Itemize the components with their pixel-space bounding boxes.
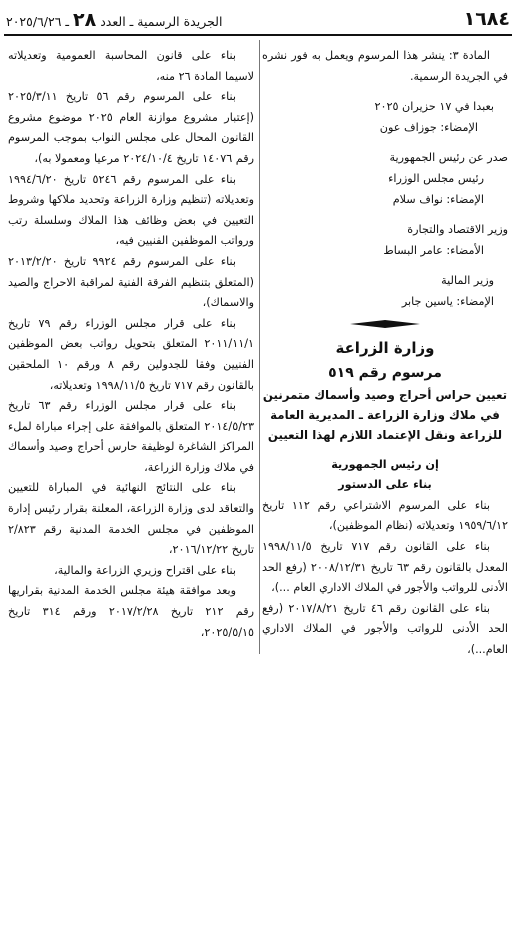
- page-number: ١٦٨٤: [463, 8, 510, 30]
- pm-title: رئيس مجلس الوزراء: [388, 171, 484, 185]
- journal-prefix: الجريدة الرسمية ـ العدد: [100, 14, 223, 29]
- preamble-paragraph: بناء على اقتراح وزيري الزراعة والمالية،: [54, 563, 236, 577]
- preamble-paragraph: بناء على المرسوم الاشتراعي رقم ١١٢ تاريخ ١٩٥٩/٦/١٢ وتعديلاته (نظام الموظفين)،: [262, 498, 508, 533]
- preamble-paragraph: بناء على المرسوم رقم ٩٩٢٤ تاريخ ٢٠١٣/٢/٢٠ (المتعلق بتنظيم الفرقة الفنية لمراقبة الاحراج والصيد والاسماك)،: [8, 254, 254, 310]
- header-rule: [4, 34, 512, 36]
- preamble-paragraph: بناء على القانون رقم ٧١٧ تاريخ ١٩٩٨/١١/٥ المعدل بالقانون رقم ٦٣ تاريخ ٢٠٠٨/١٢/٣١ (رفع الحد الأدنى للرواتب والأجور في الملاك الاداري العام ...)،: [262, 539, 509, 595]
- preamble-paragraph: بناء على المرسوم رقم ٥٢٤٦ تاريخ ١٩٩٤/٦/٢٠ وتعديلاته (تنظيم وزارة الزراعة وتحديد ملاكها وشروط التعيين في بعض وظائف هذا الملاك وسلسلة رتب ورواتب الموظفين الفنيين فيه،: [8, 172, 254, 248]
- decree-subject: تعيين حراس أحراج وصيد وأسماك متمرنين في ملاك وزارة الزراعة ـ المديرية العامة للزراعة ونقل الإعتماد اللازم لهذا التعيين: [262, 387, 508, 442]
- finance-minister-title: وزير المالية: [441, 274, 494, 288]
- issued-place-date: بعبدا في ١٧ حزيران ٢٠٢٥: [374, 100, 494, 114]
- issue-number: ٢٨: [73, 9, 97, 31]
- preamble-paragraph: وبعد موافقة هيئة مجلس الخدمة المدنية بقراريها رقم ٢١٢ تاريخ ٢٠١٧/٢/٢٨ ورقم ٣١٤ تاريخ ٢٠٢٥/٥/١٥،: [8, 584, 254, 639]
- president-signature: الإمضاء: جوزاف عون: [379, 120, 478, 134]
- preamble-paragraph: بناء على القانون رقم ٤٦ تاريخ ٢٠١٧/٨/٢١ (رفع الحد الأدنى للرواتب والأجور في الملاك الاداري العام...)،: [262, 601, 508, 656]
- finance-minister-signature: الإمضاء: ياسين جابر: [401, 294, 494, 308]
- page-header: [4, 6, 512, 32]
- economy-minister-title: وزير الاقتصاد والتجارة: [407, 223, 508, 237]
- pm-signature: الإمضاء: نواف سلام: [392, 192, 484, 206]
- issued-by: صدر عن رئيس الجمهورية: [389, 151, 508, 165]
- decree-number: مرسوم رقم ٥١٩: [328, 364, 442, 381]
- president-preamble: إن رئيس الجمهورية: [331, 457, 439, 471]
- preamble-paragraph: بناء على النتائج النهائية في المباراة للتعيين والتعاقد لدى وزارة الزراعة، المعلنة بقرار رئيس إدارة الموظفين في مجلس الخدمة المدنية رقم ٢/٨٢٣ تاريخ ٢٠١٦/١٢/٢٢،: [8, 481, 254, 557]
- column-divider: [259, 40, 260, 654]
- constitution-preamble: بناء على الدستور: [338, 478, 432, 492]
- preamble-paragraph: بناء على قانون المحاسبة العمومية وتعديلاته لاسيما المادة ٢٦ منه،: [8, 49, 254, 83]
- divider-ornament: [350, 319, 420, 329]
- article-3: المادة ٣: ينشر هذا المرسوم ويعمل به فور نشره في الجريدة الرسمية.: [262, 49, 508, 83]
- section-divider: [262, 313, 508, 335]
- right-column: [262, 46, 508, 660]
- ministry-heading: وزارة الزراعة: [335, 338, 435, 357]
- journal-title: [6, 9, 222, 31]
- preamble-paragraph: بناء على قرار مجلس الوزراء رقم ٧٩ تاريخ ٢٠١١/١١/١ المتعلق بتحويل رواتب بعض الموظفين الفنيين وفقا للجدولين رقم ٨ ورقم ١٠ الملحقين بالقانون رقم ٧١٧ تاريخ ١٩٩٨/١١/٥ وتعديلاته،: [8, 316, 254, 392]
- journal-date: ـ ٢٠٢٥/٦/٢٦: [6, 14, 70, 29]
- preamble-paragraph: بناء على المرسوم رقم ٥٦ تاريخ ٢٠٢٥/٣/١١ (إعتبار مشروع موازنة العام ٢٠٢٥ موضوع مشروع القانون المحال على مجلس النواب بموجب المرسوم رقم ١٤٠٧٦ تاريخ ٢٠٢٤/١٠/٤ مرعيا ومعمولا به)،: [8, 90, 255, 165]
- left-column: [8, 46, 254, 643]
- economy-minister-signature: الأمضاء: عامر البساط: [383, 243, 484, 257]
- preamble-paragraph: بناء على قرار مجلس الوزراء رقم ٦٣ تاريخ ٢٠١٤/٥/٢٣ المتعلق بالموافقة على إجراء مباراة لملء المراكز الشاغرة لوظيفة حارس أحراج وصيد وأسماك في ملاك وزارة الزراعة،: [8, 399, 254, 474]
